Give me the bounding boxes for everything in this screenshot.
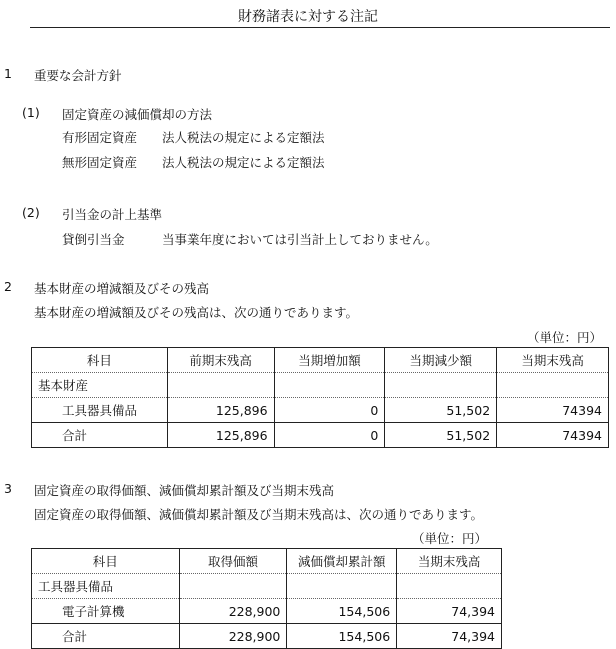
section-2-description: 基本財産の増減額及びその残高は、次の通りであります。 xyxy=(34,305,359,320)
policy-text: 法人税法の規定による定額法 xyxy=(162,155,325,170)
total-label: 合計 xyxy=(32,423,168,448)
column-header: 減価償却累計額 xyxy=(287,549,397,574)
table-row xyxy=(32,398,609,423)
table-group-row xyxy=(32,574,502,599)
title-underline xyxy=(30,27,610,28)
section-1-number: 1 xyxy=(4,66,12,81)
table-cell: 74394 xyxy=(497,398,609,423)
subsection-1-heading: 固定資産の減価償却の方法 xyxy=(62,107,213,122)
section-3-heading: 固定資産の取得価額、減価償却累計額及び当期末残高 xyxy=(34,483,335,498)
page-title: 財務諸表に対する注記 xyxy=(238,9,378,25)
subsection-1-number: (1) xyxy=(22,105,40,120)
policy-text: 当事業年度においては引当計上しておりません。 xyxy=(162,232,438,247)
column-header: 当期増加額 xyxy=(274,348,385,373)
column-header: 科目 xyxy=(32,348,168,373)
group-label: 基本財産 xyxy=(32,373,168,398)
table-header-row xyxy=(32,549,502,574)
column-header: 取得価額 xyxy=(179,549,287,574)
column-header: 前期末残高 xyxy=(167,348,274,373)
item-name: 電子計算機 xyxy=(32,599,180,624)
table-total-row xyxy=(32,423,609,448)
fixed-assets-table xyxy=(31,548,502,649)
policy-label: 貸倒引当金 xyxy=(62,232,125,247)
section-3-number: 3 xyxy=(4,481,12,496)
item-name: 工具器具備品 xyxy=(32,398,168,423)
column-header: 当期末残高 xyxy=(497,348,609,373)
table-cell: 74,394 xyxy=(397,624,502,649)
table-total-row xyxy=(32,624,502,649)
section-3-description: 固定資産の取得価額、減価償却累計額及び当期末残高は、次の通りであります。 xyxy=(34,507,484,522)
section-1-heading: 重要な会計方針 xyxy=(34,68,122,83)
table-cell: 51,502 xyxy=(385,398,497,423)
column-header: 当期減少額 xyxy=(385,348,497,373)
table-cell: 154,506 xyxy=(287,599,397,624)
unit-label: （単位：円） xyxy=(412,531,488,546)
policy-label: 有形固定資産 xyxy=(62,130,138,145)
column-header: 科目 xyxy=(32,549,180,574)
table-cell: 74,394 xyxy=(397,599,502,624)
table-group-row xyxy=(32,373,609,398)
unit-label: （単位：円） xyxy=(526,330,602,345)
subsection-2-heading: 引当金の計上基準 xyxy=(62,207,163,222)
table-cell: 125,896 xyxy=(167,398,274,423)
section-2-number: 2 xyxy=(4,279,12,294)
table-cell: 74394 xyxy=(497,423,609,448)
table-cell: 228,900 xyxy=(179,624,287,649)
table-cell: 125,896 xyxy=(167,423,274,448)
total-label: 合計 xyxy=(32,624,180,649)
group-label: 工具器具備品 xyxy=(32,574,180,599)
table-cell: 51,502 xyxy=(385,423,497,448)
table-row xyxy=(32,599,502,624)
table-cell: 0 xyxy=(274,398,385,423)
subsection-2-number: (2) xyxy=(22,205,40,220)
table-cell: 0 xyxy=(274,423,385,448)
table-header-row xyxy=(32,348,609,373)
section-2-heading: 基本財産の増減額及びその残高 xyxy=(34,281,210,296)
table-cell: 228,900 xyxy=(179,599,287,624)
table-cell: 154,506 xyxy=(287,624,397,649)
policy-label: 無形固定資産 xyxy=(62,155,138,170)
basic-assets-table xyxy=(31,347,609,448)
column-header: 当期末残高 xyxy=(397,549,502,574)
policy-text: 法人税法の規定による定額法 xyxy=(162,130,325,145)
